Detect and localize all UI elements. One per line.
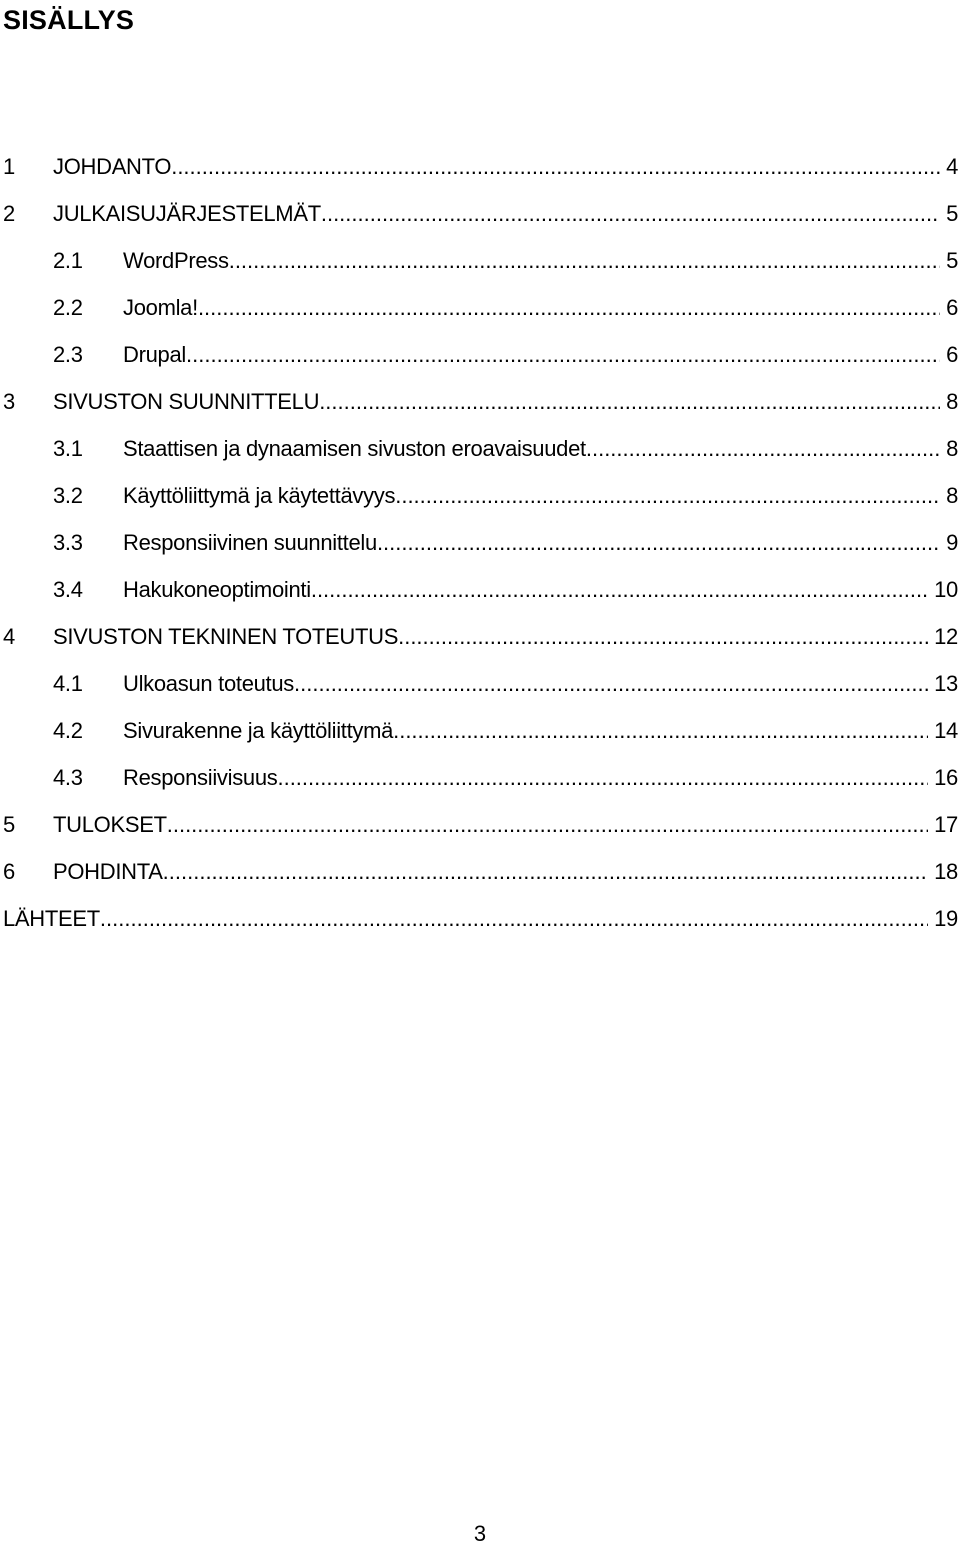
toc-entry[interactable] xyxy=(3,385,958,432)
toc-entry-page: 14 xyxy=(934,718,958,743)
dot-leader xyxy=(321,197,940,231)
page-number: 3 xyxy=(473,1521,487,1546)
toc-entry-title: Sivurakenne ja käyttöliittymä xyxy=(123,718,394,743)
toc-entry-page: 8 xyxy=(946,483,958,508)
toc-entry-title: Staattisen ja dynaamisen sivuston eroavaisuudet xyxy=(123,436,586,461)
toc-entry[interactable] xyxy=(3,479,958,526)
toc-entry[interactable] xyxy=(3,338,958,385)
dot-leader xyxy=(294,667,928,701)
toc-entry-number: 2.3 xyxy=(53,342,83,367)
dot-leader xyxy=(395,479,940,513)
toc-entry-page: 4 xyxy=(946,154,958,179)
toc-entry-page: 5 xyxy=(946,248,958,273)
dot-leader xyxy=(163,855,928,889)
toc-entry-number: 2.1 xyxy=(53,248,83,273)
toc-entry-number: 6 xyxy=(3,859,15,884)
toc-entry-number: 4.3 xyxy=(53,765,83,790)
toc-entry-number: 2 xyxy=(3,201,15,226)
toc-entry-title: SIVUSTON SUUNNITTELU xyxy=(53,389,320,414)
dot-leader xyxy=(229,244,940,278)
toc-entry-page: 18 xyxy=(934,859,958,884)
toc-entry-page: 19 xyxy=(934,906,958,931)
toc-entry-page: 10 xyxy=(934,577,958,602)
toc-entry[interactable] xyxy=(3,855,958,902)
toc-entry[interactable] xyxy=(3,150,958,197)
dot-leader xyxy=(167,808,928,842)
toc-entry-number: 3.1 xyxy=(53,436,83,461)
toc-entry-title: Käyttöliittymä ja käytettävyys xyxy=(123,483,396,508)
dot-leader xyxy=(393,714,928,748)
toc-entry[interactable] xyxy=(3,432,958,479)
toc-entry-number: 4.1 xyxy=(53,671,83,696)
toc-entry-title: Responsiivisuus xyxy=(123,765,278,790)
toc-entry-title: SIVUSTON TEKNINEN TOTEUTUS xyxy=(53,624,399,649)
toc-entry-number: 1 xyxy=(3,154,15,179)
toc-entry-title: TULOKSET xyxy=(53,812,167,837)
toc-entry-number: 2.2 xyxy=(53,295,83,320)
toc-entry[interactable] xyxy=(3,197,958,244)
toc-entry[interactable] xyxy=(3,620,958,667)
dot-leader xyxy=(377,526,940,560)
toc-entry-page: 9 xyxy=(946,530,958,555)
toc-entry-title: Drupal xyxy=(123,342,187,367)
toc-entry-title: LÄHTEET xyxy=(3,906,100,931)
dot-leader xyxy=(311,573,928,607)
dot-leader xyxy=(277,761,928,795)
toc-entry-title: JULKAISUJÄRJESTELMÄT xyxy=(53,201,321,226)
dot-leader xyxy=(198,291,940,325)
toc-entry[interactable] xyxy=(3,291,958,338)
toc-entry[interactable] xyxy=(3,667,958,714)
toc-entry-page: 6 xyxy=(946,342,958,367)
toc-entry-number: 4.2 xyxy=(53,718,83,743)
toc-entry-title: Joomla! xyxy=(123,295,198,320)
toc-entry-title: POHDINTA xyxy=(53,859,163,884)
toc-entry-page: 12 xyxy=(934,624,958,649)
dot-leader xyxy=(171,150,940,184)
toc-entry-page: 8 xyxy=(946,389,958,414)
toc-entry-page: 8 xyxy=(946,436,958,461)
toc-entry-number: 3.4 xyxy=(53,577,83,602)
toc-entry[interactable] xyxy=(3,244,958,291)
toc-entry-number: 5 xyxy=(3,812,15,837)
toc-entry-title: JOHDANTO xyxy=(53,154,172,179)
toc-entry-number: 3.2 xyxy=(53,483,83,508)
table-of-contents xyxy=(3,150,958,949)
toc-entry-title: Ulkoasun toteutus xyxy=(123,671,295,696)
toc-entry[interactable] xyxy=(3,808,958,855)
dot-leader xyxy=(586,432,940,466)
dot-leader xyxy=(186,338,940,372)
toc-entry-number: 3.3 xyxy=(53,530,83,555)
toc-entry-page: 6 xyxy=(946,295,958,320)
toc-entry-number: 4 xyxy=(3,624,15,649)
toc-entry-page: 17 xyxy=(934,812,958,837)
toc-entry-title: Hakukoneoptimointi xyxy=(123,577,311,602)
toc-entry-title: Responsiivinen suunnittelu xyxy=(123,530,377,555)
toc-entry[interactable] xyxy=(3,573,958,620)
toc-entry[interactable] xyxy=(3,526,958,573)
toc-entry-page: 16 xyxy=(934,765,958,790)
toc-entry-number: 3 xyxy=(3,389,15,414)
toc-entry-title: WordPress xyxy=(123,248,229,273)
toc-entry-page: 13 xyxy=(934,671,958,696)
dot-leader xyxy=(319,385,940,419)
toc-entry[interactable] xyxy=(3,714,958,761)
dot-leader xyxy=(100,902,928,936)
toc-entry[interactable] xyxy=(3,902,958,949)
toc-heading: SISÄLLYS xyxy=(3,5,135,35)
toc-entry-page: 5 xyxy=(946,201,958,226)
toc-entry[interactable] xyxy=(3,761,958,808)
dot-leader xyxy=(398,620,928,654)
